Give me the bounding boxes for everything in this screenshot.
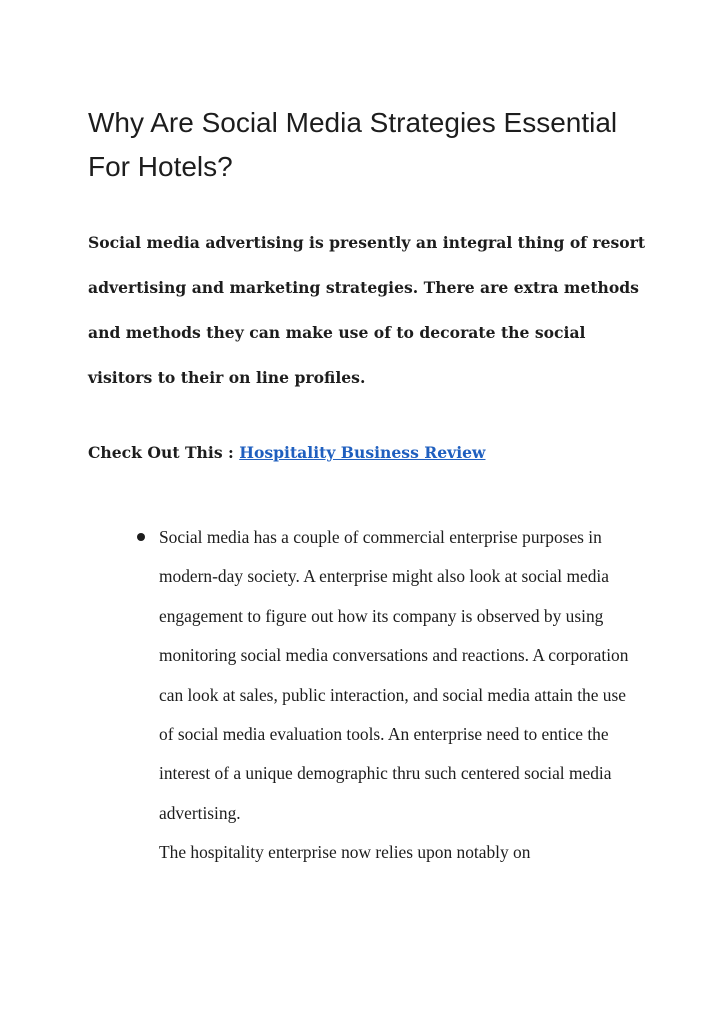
hospitality-business-review-link[interactable]: Hospitality Business Review (239, 443, 486, 462)
check-out-line (88, 438, 648, 468)
page-title: Why Are Social Media Strategies Essential For Hotels? (88, 107, 618, 182)
bullet-text: Social media has a couple of commercial enterprise purposes in modern-day society. A enterprise might also look at social media engagement to figure out how its company is observed by using monitoring social media conversations and reactions. A corporation can look at sales, public interaction, and social media attain the use of social media evaluation tools. An enterprise need to entice the interest of a unique demographic thru such centered social media advertising. (159, 527, 629, 823)
list-item (134, 518, 634, 873)
bullet-icon (137, 533, 145, 541)
lead-paragraph: Social media advertising is presently an integral thing of resort advertising and marketing strategies. There are extra methods and methods they can make use of to decorate the social visitors to their on line profiles. (88, 233, 646, 387)
check-out-label: Check Out This : (88, 443, 240, 462)
bullet-continuation-text: The hospitality enterprise now relies upon notably on (159, 842, 531, 863)
bullet-list (134, 518, 634, 873)
